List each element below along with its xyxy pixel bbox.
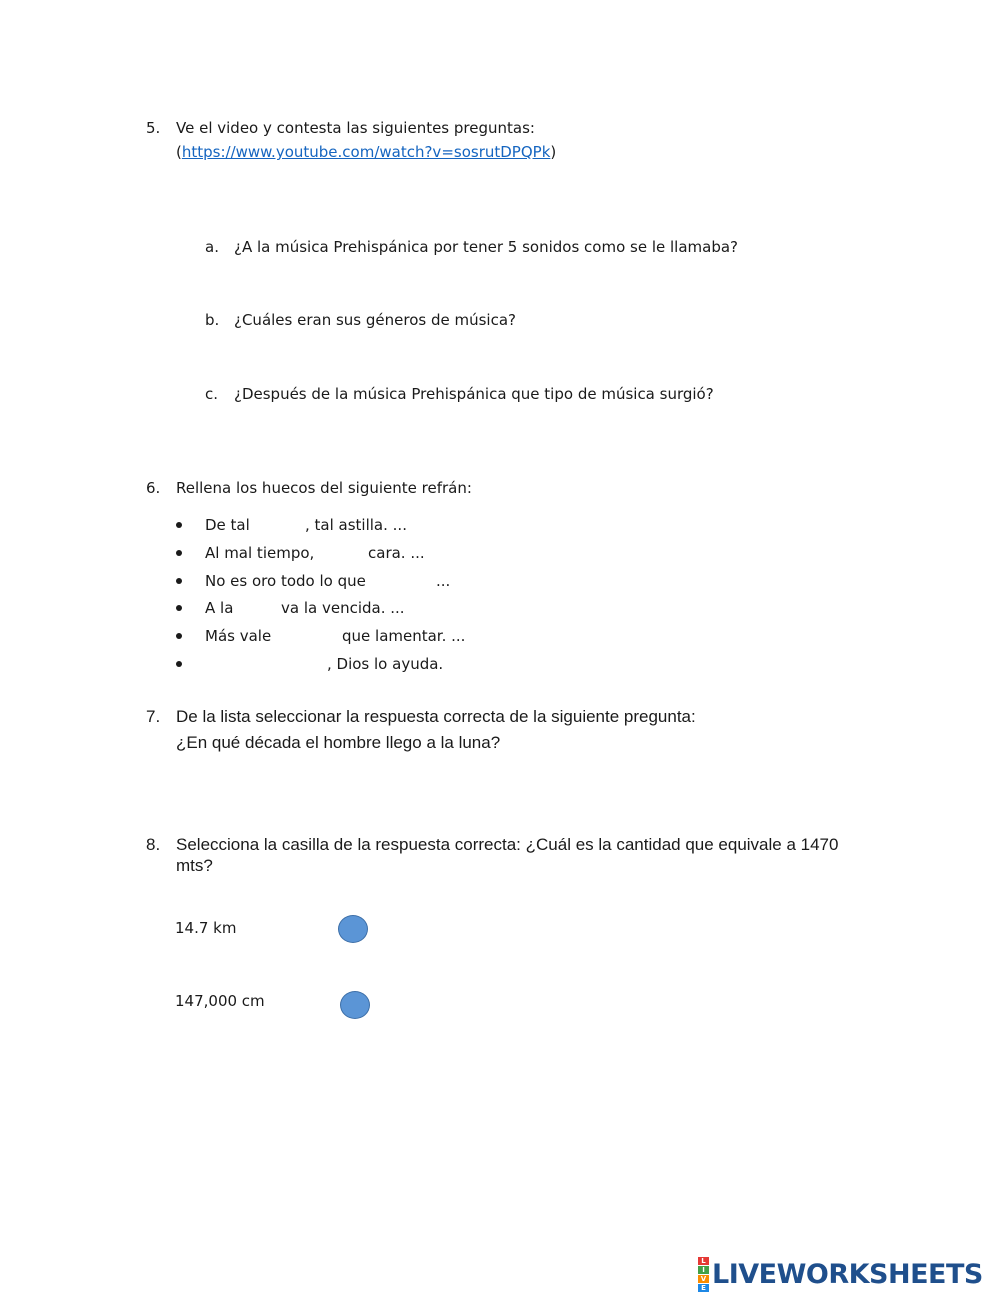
logo-wordmark: LIVEWORKSHEETS: [712, 1259, 983, 1290]
refran-1-end: , tal astilla. ...: [305, 516, 407, 534]
q5c-text: ¿Después de la música Prehispánica que tipo de música surgió?: [234, 385, 714, 403]
refran-6-end: , Dios lo ayuda.: [327, 655, 444, 673]
q5b-label: b.: [205, 311, 220, 329]
logo-box-v: V: [698, 1275, 709, 1283]
youtube-link[interactable]: https://www.youtube.com/watch?v=sosrutDPQPk: [181, 143, 551, 161]
q8-line2: mts?: [176, 856, 213, 875]
option-147000-cm-label: 147,000 cm: [175, 992, 265, 1010]
q5-open-paren: (: [176, 143, 182, 161]
q8-number: 8.: [146, 835, 161, 854]
option-147000-cm-radio[interactable]: [340, 991, 370, 1019]
q5a-label: a.: [205, 238, 219, 256]
bullet: [176, 550, 182, 556]
q5-close-paren: ): [550, 143, 557, 161]
bullet: [176, 661, 182, 667]
logo-box-i: I: [698, 1266, 709, 1274]
refran-2-end: cara. ...: [368, 544, 425, 562]
logo-box-l: L: [698, 1257, 709, 1265]
refran-5-end: que lamentar. ...: [342, 627, 466, 645]
q5-text: Ve el video y contesta las siguientes preguntas:: [176, 119, 535, 137]
refran-5-start: Más vale: [205, 627, 272, 645]
q7-line1: De la lista seleccionar la respuesta correcta de la siguiente pregunta:: [176, 707, 696, 726]
bullet: [176, 605, 182, 611]
q5c-label: c.: [205, 385, 219, 403]
bullet: [176, 633, 182, 639]
q8-line1: Selecciona la casilla de la respuesta correcta: ¿Cuál es la cantidad que equivale a 1470: [176, 835, 839, 854]
refran-4-end: va la vencida. ...: [281, 599, 405, 617]
option-14-7-km-label: 14.7 km: [175, 919, 237, 937]
refran-3-end: ...: [436, 572, 451, 590]
refran-1-start: De tal: [205, 516, 250, 534]
q5a-text: ¿A la música Prehispánica por tener 5 sonidos como se le llamaba?: [234, 238, 738, 256]
logo-letter-boxes: [698, 1257, 709, 1292]
refran-2-start: Al mal tiempo,: [205, 544, 315, 562]
refran-3-start: No es oro todo lo que: [205, 572, 366, 590]
q6-text: Rellena los huecos del siguiente refrán:: [176, 479, 472, 497]
q7-number: 7.: [146, 707, 161, 726]
q5b-text: ¿Cuáles eran sus géneros de música?: [234, 311, 516, 329]
q5-link-line: [176, 143, 556, 161]
q5-number: 5.: [146, 119, 161, 137]
refran-4-start: A la: [205, 599, 234, 617]
bullet: [176, 578, 182, 584]
q7-line2: ¿En qué década el hombre llego a la luna?: [176, 733, 501, 752]
q6-number: 6.: [146, 479, 161, 497]
option-14-7-km-radio[interactable]: [338, 915, 368, 943]
liveworksheets-logo: [698, 1257, 983, 1292]
logo-box-e: E: [698, 1284, 709, 1292]
bullet: [176, 522, 182, 528]
